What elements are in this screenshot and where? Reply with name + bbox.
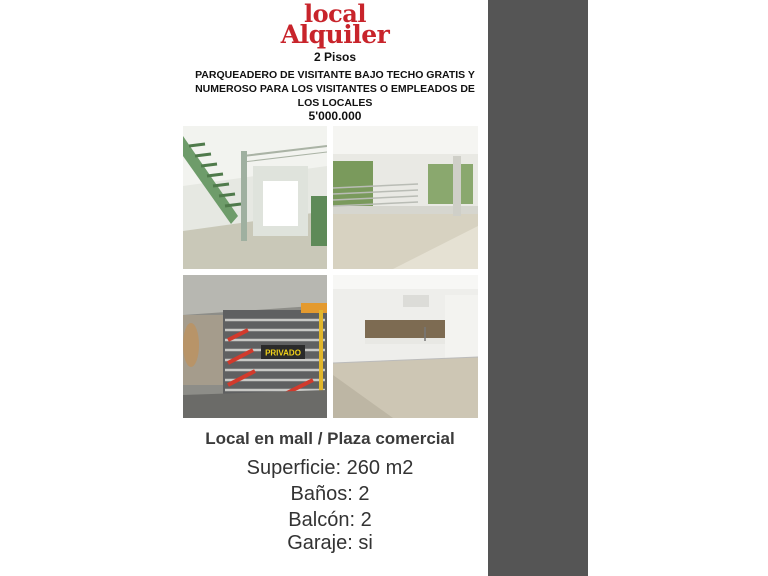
rental-flyer xyxy=(182,0,488,576)
garage-spec: Garaje: si xyxy=(287,532,373,554)
interior-staircase-photo xyxy=(183,126,327,269)
left-margin xyxy=(0,0,182,576)
parking-description: PARQUEADERO DE VISITANTE BAJO TECHO GRATIS Y NUMEROSO PARA LOS VISITANTES O EMPLEADOS DE LOS LOCALES xyxy=(195,69,475,109)
balcony-spec: Balcón: 2 xyxy=(288,509,372,531)
property-subtitle: Local en mall / Plaza comercial xyxy=(205,429,455,448)
gate-sign-text: PRIVADO xyxy=(265,348,301,358)
surface-spec: Superficie: 260 m2 xyxy=(246,457,414,479)
gray-side-band xyxy=(488,0,588,576)
kitchenette-room-photo xyxy=(333,275,478,418)
title-local: local xyxy=(304,0,366,28)
floors-label: 2 Pisos xyxy=(313,50,357,64)
bathrooms-spec: Baños: 2 xyxy=(290,483,370,505)
parking-gate-photo xyxy=(183,275,327,418)
open-floor-balcony-photo xyxy=(333,126,478,269)
title-alquiler: Alquiler xyxy=(280,20,390,49)
price-label: 5'000.000 xyxy=(308,109,362,123)
